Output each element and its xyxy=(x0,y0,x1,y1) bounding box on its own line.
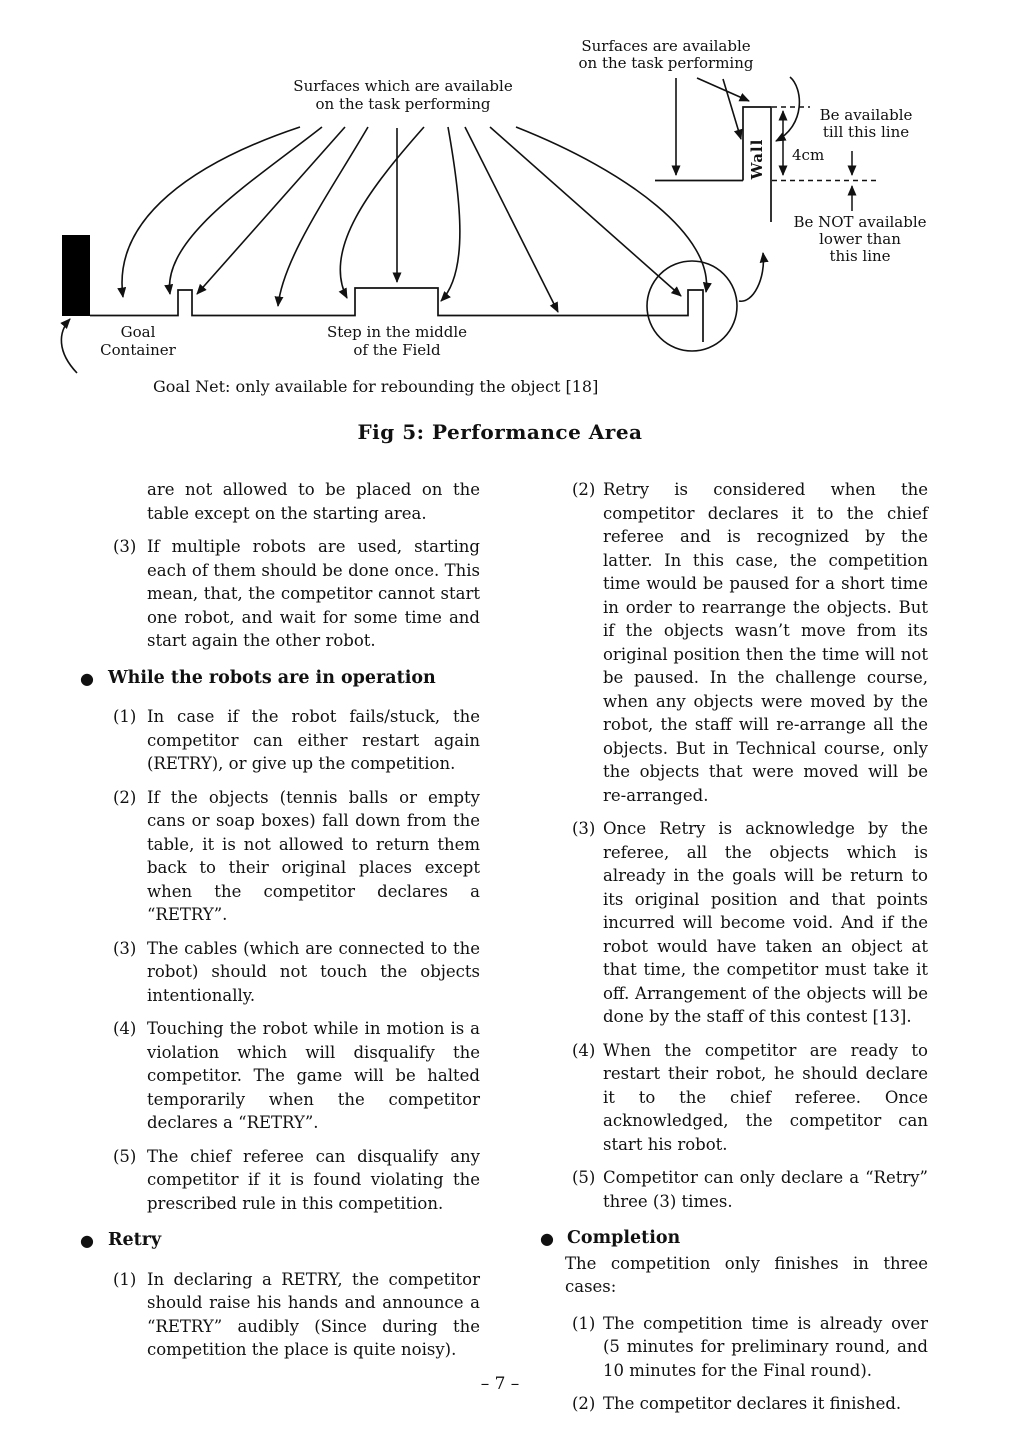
item-marker: (2) xyxy=(572,1394,596,1413)
fan-arrow-9-notch-left xyxy=(490,127,681,296)
item-marker: (3) xyxy=(113,938,137,958)
list-item xyxy=(540,1039,928,1157)
list-item xyxy=(540,1312,928,1383)
right-column xyxy=(540,478,928,1416)
item-marker: (1) xyxy=(113,707,137,726)
list-item xyxy=(540,478,928,807)
item-marker: (2) xyxy=(572,480,596,499)
surfaces-center-label-line1: Surfaces which are available xyxy=(293,77,513,95)
surfaces-center-label-line2: on the task performing xyxy=(315,95,491,113)
be-not-available-label-line2: lower than xyxy=(819,230,901,248)
page-number: – 7 – xyxy=(480,1374,520,1394)
goal-container-label-line1: Goal xyxy=(120,323,156,341)
item-marker: (4) xyxy=(572,1040,596,1060)
list-item xyxy=(80,535,480,653)
step-label-line2: of the Field xyxy=(353,341,441,359)
item-marker: (1) xyxy=(572,1313,596,1333)
section-heading-retry xyxy=(80,1229,480,1253)
surfaces-right-label-line1: Surfaces are available xyxy=(581,37,751,55)
item-text: Retry is considered when the competitor declares it to the chief referee and is recognized by the latter. In this case, the competition time would be paused for a short time in order to rearrange the objects. But if the objects wasn’t move from its original position then the time will not be paused. In the challenge course, when any objects were moved by the robot, the staff will re-arrange all the objects. But in Technical course, only the objects that were moved will be re-arranged. xyxy=(603,480,928,805)
item-marker: (5) xyxy=(113,1146,137,1166)
goal-container-shape xyxy=(62,235,90,316)
item-text: The competition time is already over (5 minutes for preliminary round, and 10 minutes for the Final round). xyxy=(603,1313,928,1380)
circle-to-note-arrow xyxy=(739,253,763,301)
item-marker: (4) xyxy=(113,1019,137,1038)
item-text: When the competitor are ready to restart their robot, he should declare it to the chief referee. Once acknowledged, the competitor can start his robot. xyxy=(603,1040,928,1154)
fan-arrow-10-notch-right xyxy=(516,127,707,292)
left-column xyxy=(80,478,480,1362)
dimension-label: 4cm xyxy=(792,146,825,164)
be-available-label-line1: Be available xyxy=(819,106,913,124)
item-text: Touching the robot while in motion is a violation which will disqualify the competitor. The game will be halted temporarily when the competitor declares a “RETRY”. xyxy=(147,1019,480,1132)
list-item xyxy=(80,786,480,927)
list-item xyxy=(540,1166,928,1213)
item-text: If multiple robots are used, starting each of them should be done once. This mean, that, the competitor cannot start one robot, and wait for some time and start again the other robot. xyxy=(147,537,480,650)
item-text: In declaring a RETRY, the competitor should raise his hands and announce a “RETRY” audibly (Since during the competition the place is quite noisy). xyxy=(147,1269,480,1359)
be-available-label-line2: till this line xyxy=(822,123,910,141)
item-text: Competitor can only declare a “Retry” three (3) times. xyxy=(603,1168,928,1211)
section-title: Retry xyxy=(108,1230,162,1250)
list-item xyxy=(80,1268,480,1362)
performance-area-figure xyxy=(0,0,1024,465)
item-marker: (2) xyxy=(113,787,137,807)
surface-arrow-wall-side xyxy=(723,79,741,139)
section-title: Completion xyxy=(567,1228,681,1248)
magnifier-circle xyxy=(647,261,737,351)
item-marker: (3) xyxy=(572,819,596,838)
list-item xyxy=(80,1017,480,1135)
be-not-available-label-line1: Be NOT available xyxy=(793,213,927,231)
item-marker: (3) xyxy=(113,537,137,556)
figure-caption: Fig 5: Performance Area xyxy=(357,420,643,444)
step-label-line1: Step in the middle xyxy=(326,323,468,341)
section-heading-completion xyxy=(540,1227,928,1299)
section-heading-operation xyxy=(80,667,480,691)
fan-arrow-4 xyxy=(278,127,368,306)
goal-net-arrow xyxy=(61,319,77,373)
item-text: If the objects (tennis balls or empty cans or soap boxes) fall down from the table, it is not allowed to return them back to their original places except when the competitor declares a “RETRY”. xyxy=(147,787,480,924)
item-text: Once Retry is acknowledge by the referee, all the objects which is already in the goals will be return to its original position and that points incurred will become void. And if the robot would have taken an object at that time, the competitor must take it off. Arrangement of the objects will be done by the staff of this contest [13]. xyxy=(603,819,928,1026)
goal-net-label: Goal Net: only available for rebounding the object [18] xyxy=(153,377,599,396)
surface-arrow-wall-right-curve xyxy=(776,77,799,141)
list-item xyxy=(80,705,480,776)
item-text: The cables (which are connected to the robot) should not touch the objects intentionally. xyxy=(147,938,480,1005)
list-item xyxy=(80,1145,480,1216)
fan-arrow-7-step-right xyxy=(441,127,460,301)
fan-arrow-8 xyxy=(465,127,558,312)
item-marker: (1) xyxy=(113,1269,137,1289)
fan-arrow-2 xyxy=(170,127,322,294)
goal-container-label-line2: Container xyxy=(100,341,176,359)
list-item xyxy=(80,937,480,1008)
bullet-icon: ● xyxy=(540,1229,554,1248)
item-marker: (5) xyxy=(572,1168,596,1187)
bullet-icon: ● xyxy=(80,1231,94,1250)
be-not-available-label-line3: this line xyxy=(829,247,891,265)
fan-arrow-3 xyxy=(197,127,345,294)
list-item xyxy=(540,1392,928,1416)
list-item xyxy=(540,817,928,1029)
bullet-icon: ● xyxy=(80,668,94,688)
item-text: In case if the robot fails/stuck, the competitor can either restart again (RETRY), or give up the competition. xyxy=(147,707,480,773)
wall-label: Wall xyxy=(748,138,766,180)
section-subtitle: The competition only finishes in three cases: xyxy=(565,1253,928,1296)
surfaces-right-label-line2: on the task performing xyxy=(578,54,754,72)
section-title: While the robots are in operation xyxy=(108,667,436,688)
item-text: The chief referee can disqualify any competitor if it is found violating the prescribed rule in this competition. xyxy=(147,1146,480,1213)
fan-arrow-1 xyxy=(122,127,300,297)
paragraph-continuation: are not allowed to be placed on the table except on the starting area. xyxy=(147,480,480,523)
item-text: The competitor declares it finished. xyxy=(603,1394,902,1413)
